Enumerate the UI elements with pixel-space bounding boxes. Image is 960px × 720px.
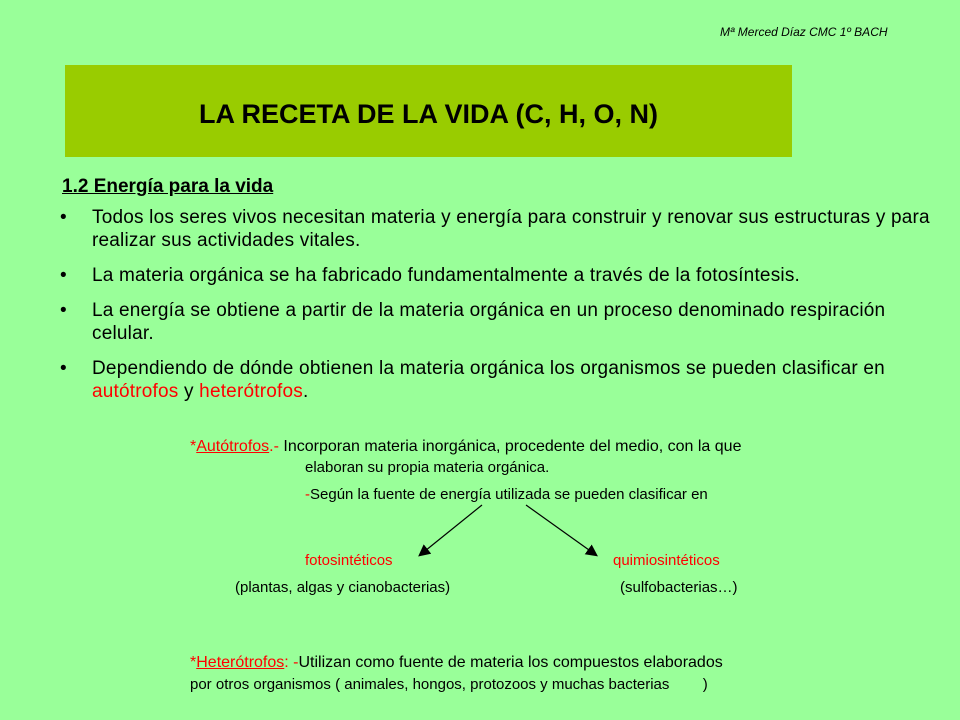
fotosinteticos-examples: (plantas, algas y cianobacterias)	[235, 579, 451, 596]
quimiosinteticos-examples: (sulfobacterias…)	[620, 579, 738, 596]
autotrofos-line3: -Según la fuente de energía utilizada se pueden clasificar en	[305, 486, 708, 503]
bullet-symbol: •	[60, 207, 67, 228]
heterotrofos-term: Heterótrofos	[196, 654, 285, 671]
quimiosinteticos-label: quimiosintéticos	[613, 552, 720, 569]
arrow-left-icon	[420, 505, 482, 555]
fotosinteticos-label: fotosintéticos	[305, 552, 393, 569]
arrow-right-icon	[526, 505, 596, 555]
autotrofos-line2: elaboran su propia materia orgánica.	[305, 459, 550, 476]
bullet-symbol: •	[60, 358, 67, 379]
bullet-symbol: •	[60, 265, 67, 286]
page-title: LA RECETA DE LA VIDA (C, H, O, N)	[199, 98, 658, 129]
term-heterotrofos: heterótrofos	[199, 381, 303, 402]
term-autotrofos: autótrofos	[92, 381, 179, 402]
heterotrofos-line1: *Heterótrofos: -Utilizan como fuente de materia los compuestos elaborados	[190, 654, 723, 671]
bullet-text: Todos los seres vivos necesitan materia y energía para construir y renovar sus estructuras y para realizar sus actividades vitales.	[92, 207, 930, 251]
bullet-symbol: •	[60, 300, 67, 321]
bullet-text: La energía se obtiene a partir de la materia orgánica en un proceso denominado respiración celular.	[92, 300, 886, 344]
bullet-text: Dependiendo de dónde obtienen la materia orgánica los organismos se pueden clasificar en autótrofos y heterótrofos.	[92, 358, 885, 402]
autotrofos-term: Autótrofos	[196, 438, 270, 455]
author-credit: Mª Merced Díaz CMC 1º BACH	[720, 25, 888, 39]
autotrofos-line1: *Autótrofos.- Incorporan materia inorgánica, procedente del medio, con la que	[190, 438, 742, 455]
heterotrofos-line2: por otros organismos ( animales, hongos, protozoos y muchas bacterias )	[190, 676, 708, 693]
section-heading: 1.2 Energía para la vida	[62, 176, 274, 197]
bullet-text: La materia orgánica se ha fabricado fundamentalmente a través de la fotosíntesis.	[92, 265, 800, 286]
